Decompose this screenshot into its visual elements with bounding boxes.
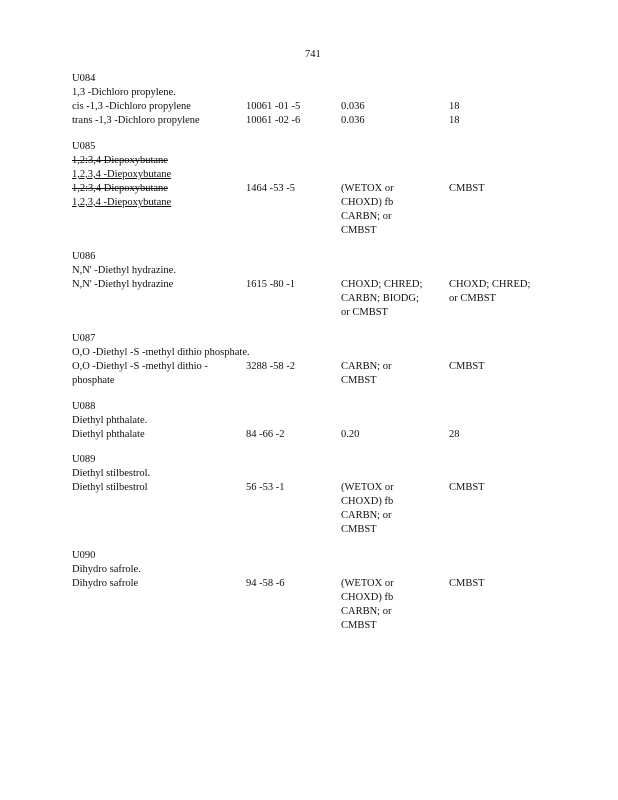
wastewater-standard: 0.20: [341, 429, 360, 440]
wastewater-standard: CMBST: [341, 375, 377, 386]
wastewater-standard: CARBN; or: [341, 361, 392, 372]
waste-code: U084: [72, 73, 96, 84]
wastewater-standard: CARBN; or: [341, 510, 392, 521]
waste-name: 1,3 -Dichloro propylene.: [72, 87, 176, 98]
nonwastewater-standard: 18: [449, 115, 460, 126]
wastewater-standard: 0.036: [341, 101, 365, 112]
wastewater-standard: (WETOX or: [341, 183, 394, 194]
waste-name: O,O -Diethyl -S -methyl dithio phosphate.: [72, 347, 250, 358]
cas-number: 84 -66 -2: [246, 429, 285, 440]
cas-number: 10061 -01 -5: [246, 101, 301, 112]
waste-code: U085: [72, 141, 96, 152]
cas-number: 3288 -58 -2: [246, 361, 295, 372]
constituent-name: trans -1,3 -Dichloro propylene: [72, 115, 200, 126]
waste-code: U087: [72, 333, 96, 344]
waste-name: Diethyl stilbestrol.: [72, 468, 151, 479]
waste-name: Diethyl phthalate.: [72, 415, 148, 426]
waste-code: U090: [72, 550, 96, 561]
constituent-name: phosphate: [72, 375, 115, 386]
constituent-name: N,N' -Diethyl hydrazine: [72, 279, 174, 290]
constituent-name: Dihydro safrole: [72, 578, 139, 589]
cas-number: 1464 -53 -5: [246, 183, 295, 194]
waste-code: U086: [72, 251, 96, 262]
wastewater-standard: CHOXD) fb: [341, 592, 394, 603]
waste-code: U089: [72, 454, 96, 465]
nonwastewater-standard: CHOXD; CHRED;: [449, 279, 531, 290]
wastewater-standard: CHOXD) fb: [341, 197, 394, 208]
page-number: 741: [305, 49, 321, 60]
wastewater-standard: CMBST: [341, 620, 377, 631]
wastewater-standard: CHOXD) fb: [341, 496, 394, 507]
cas-number: 56 -53 -1: [246, 482, 285, 493]
wastewater-standard: (WETOX or: [341, 578, 394, 589]
waste-name: N,N' -Diethyl hydrazine.: [72, 265, 176, 276]
wastewater-standard: CMBST: [341, 225, 377, 236]
deleted-text: 1,2:3,4 Diepoxybutane: [72, 155, 168, 166]
constituent-name: Diethyl phthalate: [72, 429, 145, 440]
nonwastewater-standard: CMBST: [449, 578, 485, 589]
wastewater-standard: CHOXD; CHRED;: [341, 279, 423, 290]
wastewater-standard: or CMBST: [341, 307, 388, 318]
wastewater-standard: (WETOX or: [341, 482, 394, 493]
waste-name: Dihydro safrole.: [72, 564, 141, 575]
constituent-name: O,O -Diethyl -S -methyl dithio -: [72, 361, 208, 372]
nonwastewater-standard: 28: [449, 429, 460, 440]
cas-number: 1615 -80 -1: [246, 279, 295, 290]
constituent-name: Diethyl stilbestrol: [72, 482, 148, 493]
wastewater-standard: CARBN; or: [341, 211, 392, 222]
wastewater-standard: CARBN; or: [341, 606, 392, 617]
deleted-text: 1,2:3,4 Diepoxybutane: [72, 183, 168, 194]
nonwastewater-standard: CMBST: [449, 361, 485, 372]
nonwastewater-standard: or CMBST: [449, 293, 496, 304]
nonwastewater-standard: CMBST: [449, 482, 485, 493]
inserted-text: 1,2,3,4 -Diepoxybutane: [72, 197, 172, 208]
waste-code: U088: [72, 401, 96, 412]
nonwastewater-standard: CMBST: [449, 183, 485, 194]
nonwastewater-standard: 18: [449, 101, 460, 112]
inserted-text: 1,2,3,4 -Diepoxybutane: [72, 169, 172, 180]
constituent-name: cis -1,3 -Dichloro propylene: [72, 101, 191, 112]
cas-number: 10061 -02 -6: [246, 115, 301, 126]
cas-number: 94 -58 -6: [246, 578, 285, 589]
wastewater-standard: CMBST: [341, 524, 377, 535]
wastewater-standard: 0.036: [341, 115, 365, 126]
wastewater-standard: CARBN; BIODG;: [341, 293, 419, 304]
